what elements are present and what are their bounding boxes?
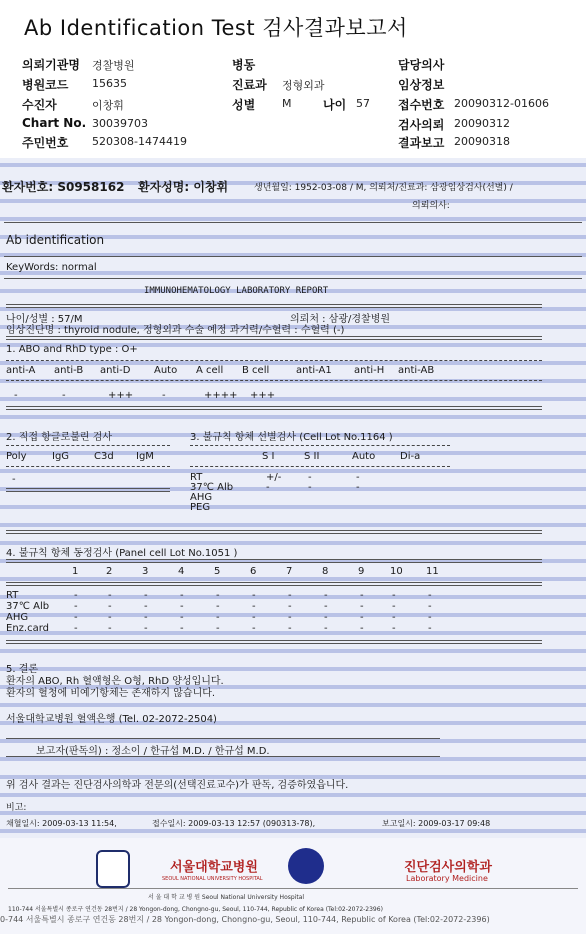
panel-value-cell: - bbox=[252, 623, 256, 634]
abo-value-cell: +++ bbox=[108, 390, 134, 401]
panel-value-cell: - bbox=[360, 601, 364, 612]
page-title: Ab Identification Test 검사결과보고서 bbox=[24, 16, 408, 40]
panel-value-cell: - bbox=[144, 601, 148, 612]
footer-address-1: 110-744 서울특별시 종로구 연건동 28번지 / 28 Yongon-dong, Chongno-gu, Seoul, 110-744, Republic of Korea (Tel:02-2072-2396) bbox=[8, 906, 383, 913]
panel-value-cell: - bbox=[360, 612, 364, 623]
panel-value-cell: - bbox=[74, 601, 78, 612]
panel-value-cell: - bbox=[392, 590, 396, 601]
result-title: 5. 결론 bbox=[6, 664, 39, 675]
panel-value-cell: - bbox=[74, 612, 78, 623]
screen-row-label: PEG bbox=[190, 502, 211, 513]
screen-row-label: RT bbox=[190, 472, 203, 483]
hospital-code-label: 병원코드 bbox=[22, 78, 69, 92]
footer-dept-en: Laboratory Medicine bbox=[406, 874, 488, 883]
panel-row-label: AHG bbox=[6, 612, 29, 623]
institution-label: 의뢰기관명 bbox=[22, 58, 80, 72]
panel-value-cell: - bbox=[428, 612, 432, 623]
panel-value-cell: - bbox=[180, 590, 184, 601]
panel-value-cell: - bbox=[252, 612, 256, 623]
ssn-value: 520308-1474419 bbox=[92, 135, 187, 148]
snuh-emblem-icon bbox=[96, 850, 130, 888]
blood-bank: 서울대학교병원 혈액은행 (Tel. 02-2072-2504) bbox=[6, 714, 217, 725]
screen-header-cell: Di-a bbox=[400, 451, 421, 462]
institution-value: 경찰병원 bbox=[92, 59, 135, 72]
received-time: 접수일시: 2009-03-13 12:57 (090313-78), bbox=[152, 819, 316, 828]
note: 비고: bbox=[6, 803, 27, 813]
panel-value-cell: - bbox=[392, 623, 396, 634]
panel-value-cell: - bbox=[252, 601, 256, 612]
section-title: Ab identification bbox=[6, 233, 105, 247]
result-line-2: 환자의 혈청에 비예기항체는 존재하지 않습니다. bbox=[6, 688, 216, 699]
panel-value-cell: - bbox=[288, 590, 292, 601]
panel-title: 4. 불규칙 항체 동정검사 (Panel cell Lot No.1051 ) bbox=[6, 548, 238, 559]
reception-value: 20090312-01606 bbox=[454, 97, 549, 110]
footer-hospital-line: 서 울 대 학 교 병 원 Seoul National University Hospital bbox=[148, 894, 305, 901]
request-value: 20090312 bbox=[454, 117, 510, 130]
panel-value-cell: - bbox=[216, 601, 220, 612]
collected-time: 채혈일시: 2009-03-13 11:54, bbox=[6, 819, 117, 828]
age-sex: 나이/성별 : 57/M bbox=[6, 314, 83, 325]
panel-header-cell: 6 bbox=[250, 566, 257, 577]
abo-value-cell: - bbox=[14, 390, 18, 401]
panel-value-cell: - bbox=[74, 623, 78, 634]
footer-hospital-kr: 서울대학교병원 bbox=[170, 860, 258, 875]
panel-value-cell: - bbox=[252, 590, 256, 601]
abo-header-cell: anti-AB bbox=[398, 365, 435, 376]
panel-value-cell: - bbox=[324, 601, 328, 612]
footer-dept-kr: 진단검사의학과 bbox=[404, 860, 492, 875]
dat-header-cell: C3d bbox=[94, 451, 114, 462]
abo-header-cell: A cell bbox=[196, 365, 224, 376]
dat-header-cell: IgM bbox=[136, 451, 154, 462]
abo-title: 1. ABO and RhD type : O+ bbox=[6, 344, 138, 355]
age-label: 나이 bbox=[323, 98, 347, 112]
dat-header-cell: IgG bbox=[52, 451, 70, 462]
screen-header-cell: Auto bbox=[352, 451, 376, 462]
panel-value-cell: - bbox=[324, 590, 328, 601]
panel-value-cell: - bbox=[180, 612, 184, 623]
sex-value: M bbox=[282, 97, 292, 110]
requester: 의뢰의사: bbox=[412, 201, 450, 211]
patient-label: 수진자 bbox=[22, 98, 57, 112]
abo-header-cell: anti-H bbox=[354, 365, 385, 376]
panel-value-cell: - bbox=[392, 601, 396, 612]
request-label: 검사의뢰 bbox=[398, 118, 445, 132]
panel-header-cell: 5 bbox=[214, 566, 221, 577]
ward-label: 병동 bbox=[232, 58, 256, 72]
lab-title: IMMUNOHEMATOLOGY LABORATORY REPORT bbox=[144, 286, 329, 296]
patient-name: 환자성명: 이창휘 bbox=[138, 180, 229, 194]
abo-header-cell: B cell bbox=[242, 365, 270, 376]
panel-value-cell: - bbox=[180, 623, 184, 634]
abo-value-cell: - bbox=[62, 390, 66, 401]
panel-header-cell: 3 bbox=[142, 566, 149, 577]
panel-row-label: Enz.card bbox=[6, 623, 49, 634]
screen-header-cell: S II bbox=[304, 451, 320, 462]
panel-value-cell: - bbox=[428, 590, 432, 601]
panel-value-cell: - bbox=[288, 612, 292, 623]
abo-header-cell: anti-B bbox=[54, 365, 84, 376]
panel-header-cell: 11 bbox=[426, 566, 439, 577]
screen-value-cell: +/- bbox=[266, 472, 282, 483]
panel-header-cell: 1 bbox=[72, 566, 79, 577]
abo-header-cell: anti-A bbox=[6, 365, 36, 376]
screen-value-cell: - bbox=[266, 482, 270, 493]
panel-header-cell: 2 bbox=[106, 566, 113, 577]
dat-value-cell: - bbox=[12, 474, 16, 485]
report-date-value: 20090318 bbox=[454, 135, 510, 148]
university-seal-icon bbox=[288, 848, 324, 884]
panel-header-cell: 9 bbox=[358, 566, 365, 577]
doctor-label: 담당의사 bbox=[398, 58, 445, 72]
chart-label: Chart No. bbox=[22, 116, 87, 130]
abo-header-cell: Auto bbox=[154, 365, 178, 376]
panel-value-cell: - bbox=[108, 601, 112, 612]
screen-value-cell: - bbox=[356, 472, 360, 483]
panel-header-cell: 8 bbox=[322, 566, 329, 577]
panel-value-cell: - bbox=[360, 590, 364, 601]
age-value: 57 bbox=[356, 97, 370, 110]
abo-value-cell: ++++ bbox=[204, 390, 238, 401]
dept-value: 정형외과 bbox=[282, 79, 325, 92]
footer-hospital-en: SEOUL NATIONAL UNIVERSITY HOSPITAL bbox=[162, 876, 263, 882]
hospital-code-value: 15635 bbox=[92, 77, 127, 90]
clinical-label: 임상정보 bbox=[398, 78, 445, 92]
panel-value-cell: - bbox=[180, 601, 184, 612]
panel-header-cell: 10 bbox=[390, 566, 403, 577]
panel-value-cell: - bbox=[392, 612, 396, 623]
panel-value-cell: - bbox=[428, 623, 432, 634]
abo-header-cell: anti-D bbox=[100, 365, 131, 376]
diagnosis: 임상진단명 : thyroid nodule, 정형외과 수술 예정 과거력/수혈력 : 수혈력 (-) bbox=[6, 325, 345, 336]
panel-value-cell: - bbox=[144, 623, 148, 634]
panel-value-cell: - bbox=[288, 601, 292, 612]
panel-value-cell: - bbox=[324, 623, 328, 634]
birth-info: 생년월일: 1952-03-08 / M, 의뢰처/진료과: 삼광임상검사(선별) / bbox=[254, 183, 513, 193]
dept-label: 진료과 bbox=[232, 78, 267, 92]
screen-value-cell: - bbox=[308, 482, 312, 493]
panel-row-label: RT bbox=[6, 590, 19, 601]
report-body bbox=[0, 158, 586, 934]
panel-value-cell: - bbox=[428, 601, 432, 612]
patient-number: 환자번호: S0958162 bbox=[2, 180, 125, 194]
screen-header-cell: S I bbox=[262, 451, 275, 462]
abo-value-cell: +++ bbox=[250, 390, 276, 401]
panel-header-cell: 4 bbox=[178, 566, 185, 577]
reception-label: 접수번호 bbox=[398, 98, 445, 112]
dat-title: 2. 직접 항글로불린 검사 bbox=[6, 432, 113, 443]
panel-value-cell: - bbox=[360, 623, 364, 634]
keywords: KeyWords: normal bbox=[6, 262, 97, 273]
abo-value-cell: - bbox=[162, 390, 166, 401]
footer-address-2: 0-744 서울특별시 종로구 연건동 28번지 / 28 Yongon-dong, Chongno-gu, Seoul, 110-744, Republic of Korea (Tel:02-2072-2396) bbox=[0, 915, 490, 924]
verification: 위 검사 결과는 진단검사의학과 전문의(선택진료교수)가 판독, 검증하였읍니다. bbox=[6, 780, 349, 791]
panel-value-cell: - bbox=[216, 590, 220, 601]
sex-label: 성별 bbox=[232, 98, 256, 112]
screen-title: 3. 불규칙 항체 선별검사 (Cell Lot No.1164 ) bbox=[190, 432, 393, 443]
referrer: 의뢰처 : 삼광/경찰병원 bbox=[290, 314, 391, 325]
panel-value-cell: - bbox=[288, 623, 292, 634]
screen-value-cell: - bbox=[308, 472, 312, 483]
screen-row-label: AHG bbox=[190, 492, 213, 503]
reported-time: 보고일시: 2009-03-17 09:48 bbox=[382, 819, 491, 828]
chart-value: 30039703 bbox=[92, 117, 148, 130]
abo-header-cell: anti-A1 bbox=[296, 365, 332, 376]
panel-value-cell: - bbox=[144, 590, 148, 601]
panel-value-cell: - bbox=[74, 590, 78, 601]
panel-value-cell: - bbox=[324, 612, 328, 623]
patient-value: 이창휘 bbox=[92, 99, 124, 112]
reporter: 보고자(판독의) : 정소이 / 한규섭 M.D. / 한규섭 M.D. bbox=[36, 746, 270, 757]
footer bbox=[0, 838, 586, 934]
panel-header-cell: 7 bbox=[286, 566, 293, 577]
panel-row-label: 37℃ Alb bbox=[6, 601, 50, 612]
panel-value-cell: - bbox=[216, 612, 220, 623]
panel-value-cell: - bbox=[108, 612, 112, 623]
report-date-label: 결과보고 bbox=[398, 136, 445, 150]
screen-value-cell: - bbox=[356, 482, 360, 493]
screen-row-label: 37℃ Alb bbox=[190, 482, 234, 493]
result-line-1: 환자의 ABO, Rh 혈액형은 O형, RhD 양성입니다. bbox=[6, 676, 224, 687]
panel-value-cell: - bbox=[216, 623, 220, 634]
dat-header-cell: Poly bbox=[6, 451, 27, 462]
panel-value-cell: - bbox=[108, 590, 112, 601]
panel-value-cell: - bbox=[144, 612, 148, 623]
panel-value-cell: - bbox=[108, 623, 112, 634]
ssn-label: 주민번호 bbox=[22, 136, 69, 150]
